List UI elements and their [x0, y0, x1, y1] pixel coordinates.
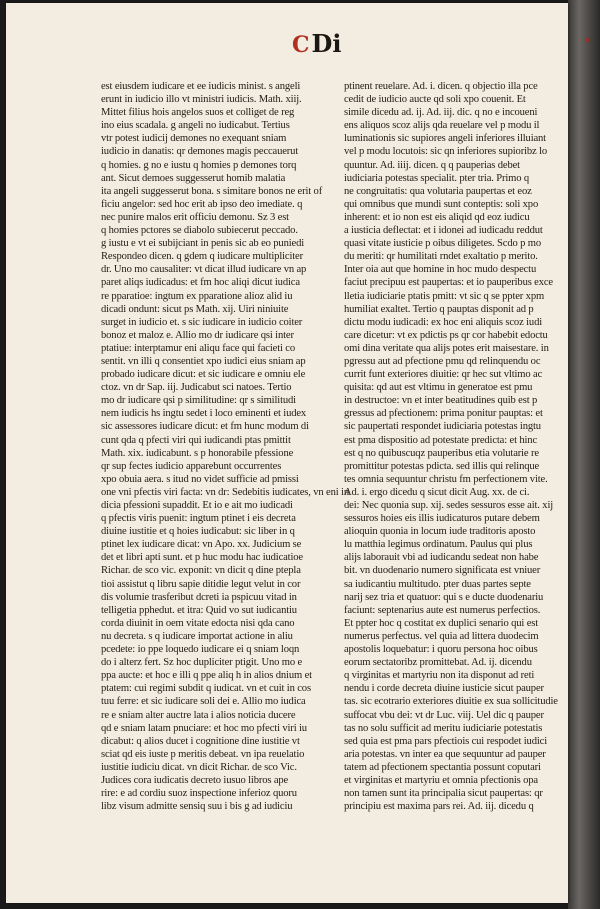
text-line: omi dina veritate qua alijs potes erit maisestare. in: [344, 342, 549, 354]
text-line: sessuros hoies eis illis iudicaturos putare debem: [344, 513, 540, 525]
text-line: suffocat vbu dei: vt dr Luc. viij. Uel dic q pauper: [344, 709, 544, 721]
text-line: ppa aucte: et hoc e illi q ppe aliq h in alios dnium et: [101, 670, 312, 682]
text-line: quisita: qd aut est vltimu in generatoe est pmu: [344, 382, 533, 394]
text-line: alioquin quonia in locum iude traditoris aposto: [344, 526, 536, 538]
text-line: vtr potest iudicij demones no exequant sniam: [101, 133, 287, 145]
text-line: ptatiue: interptamur eni aliqu face qui facieti co: [101, 342, 295, 354]
text-line: et virginitas et martyriu et omnia pfectionis opa: [344, 774, 538, 786]
text-line: iudicio in danatis: qr demones magis peccauerut: [101, 146, 299, 158]
text-line: rire: e ad cordiu suoz inspectione inferioz quoru: [101, 788, 297, 800]
text-line: inherent: et io non est eis aliqid qd eoz iudicu: [344, 211, 530, 223]
text-line: Richar. de sco vic. exponit: vn dicit q dine ptepla: [101, 565, 301, 577]
text-line: humiliat exaltet. Tertio q pauptas disponit ad p: [344, 303, 534, 315]
text-line: bonoz et maloz e. Allio mo dr iudicare qsi inter: [101, 329, 294, 341]
text-line: libz visum admitte sensiq suu i bis g ad iudiciu: [101, 801, 293, 813]
text-line: q homies pctores se diabolo subiecerut peccado.: [101, 225, 298, 237]
text-line: qr sup fectes iudicio apparebunt occurrentes: [101, 460, 282, 472]
text-line: do i alterz fert. Sz hoc dupliciter ptigit. Uno mo e: [101, 657, 303, 669]
text-line: ne congruitatis: qua volutaria paupertas et eoz: [344, 185, 532, 197]
text-line: Mittet filius hois angelos suos et colliget de reg: [101, 107, 295, 119]
text-line: one vni pfectis viri facta: vn dr: Sedebitis iudicates, vn eni in: [101, 486, 349, 498]
text-line: iudiciaria potestas specialit. pter tria. Primo q: [344, 172, 530, 184]
text-line: tioi assistut q libru sapie ditidie legut velut in cor: [101, 578, 301, 590]
text-line: Inter oia aut que homine in hoc mudo despectu: [344, 264, 537, 276]
text-line: iustitie iudiciu dicat. vn dicit Richar. de sco Vic.: [101, 761, 297, 773]
text-line: sentit. vn illi q consentiet xpo iudici eius sniam ap: [101, 355, 306, 367]
text-line: qui omnibus que mundi sunt conteptis: soli xpo: [344, 198, 539, 210]
text-line: luminationis sic supiores angeli inferiores illuiant: [344, 133, 546, 145]
text-line: quuntur. Ad. iiij. dicen. q q pauperias debet: [344, 159, 520, 171]
text-line: ctoz. vn dr Sap. iij. Judicabut sci natoes. Tertio: [101, 382, 292, 394]
text-line: dr. Uno mo causaliter: vt dicat illud iudicare vn ap: [101, 264, 307, 276]
text-line: nu decreta. s q iudicare importat actione in aliu: [101, 630, 293, 642]
text-line: quasi vitate iusticie p oibus diligetes. Scdo p mo: [344, 238, 541, 250]
text-line: ptinet lex iudicare dicat: vn Apo. xx. Judicium se: [101, 539, 302, 551]
text-line: cunt qda q pfecti viri qui iudicandi ptas pmittit: [101, 434, 291, 446]
text-line: ino eius scadala. g angeli no iudicabut. Tertius: [101, 120, 290, 132]
text-line: sa iudicantiu multitudo. pter duas partes septe: [344, 578, 531, 590]
text-line: erunt in iudicio illo vt ministri iudicis. Math. xiij.: [101, 94, 302, 106]
text-line: q pfectis viris puenit: ingtum ptinet i eis decreta: [101, 513, 296, 525]
text-line: currit funt exteriores diuitie: qr hec sut vltimo ac: [344, 369, 543, 381]
header-rubric-mark: C: [292, 32, 310, 58]
text-line: eorum sectatoribz promittebat. Ad. ij. dicendu: [344, 657, 532, 669]
text-line: sic paupertati respondet iudiciaria potestas ingtu: [344, 421, 541, 433]
text-line: tas no solu sufficit ad meritu iudiciarie potestatis: [344, 722, 543, 734]
text-line: du meriti: qr humilitati rndet exaltatio p merito.: [344, 251, 538, 263]
text-line: Et ppter hoc q costitat ex duplici senario qui est: [344, 617, 539, 629]
text-line: est pma dispositio ad potestate predicta: et hinc: [344, 434, 537, 446]
text-line: dicadi ondunt: sicut ps Math. xij. Uiri niniuite: [101, 303, 289, 315]
text-line: apostolis loquebatur: i quoru persona hoc oibus: [344, 644, 538, 656]
text-line: Math. xix. iudicabunt. s p honorabile pfessione: [101, 447, 294, 459]
text-line: pcedete: io ppe loquedo iudicare ei q sniam loqn: [101, 644, 300, 656]
text-line: qd e sniam latam pnuciare: et hoc mo pfecti viri iu: [101, 722, 307, 734]
page-edge-mark: [586, 38, 589, 42]
text-line: nem iudicis hs ingtu sedet i loco eminenti et iudex: [101, 408, 307, 420]
text-line: lu matthia legimus ordinatum. Paulus qui plus: [344, 539, 533, 551]
text-line: bit. vn duodenario numero significata est vniuer: [344, 565, 541, 577]
text-line: a iusticia deflectat: et i idonei ad iudicadu reddut: [344, 225, 543, 237]
text-line: re e sniam alter auctre lata i alios noticia ducere: [101, 709, 296, 721]
text-line: simile dicedu ad. ij. Ad. iij. dic. q no e incoueni: [344, 107, 538, 119]
text-line: in destructoe: vn et inter beatitudines quib est p: [344, 395, 538, 407]
text-line: det et libri apti sunt. et p huc modu hac iudicatioe: [101, 552, 303, 564]
running-title: Di: [311, 29, 342, 58]
text-line: care dicetur: vt ex pdictis ps qr cor habebit edoctu: [344, 329, 548, 341]
text-line: ita angeli suggesserut bona. s simitare bonos ne erit of: [101, 185, 323, 197]
text-line: principiu est maxima pars rei. Ad. iij. dicedu q: [344, 801, 534, 813]
text-line: numerus perfectus. vel quia ad littera duodecim: [344, 630, 539, 642]
text-line: aria potestas. vn inter ea que sequuntur ad pauper: [344, 748, 546, 760]
text-line: alijs laborauit vbi ad iudicandu sedeat non habe: [344, 552, 539, 564]
text-line: q virginitas et martyriu non ita disponut ad reti: [344, 670, 535, 682]
text-line: re pparatioe: ingtum ex pparatione alioz alid iu: [101, 290, 293, 302]
text-line: dictu modu iudicadi: ex hoc eni aliquis scoz iudi: [344, 316, 543, 328]
text-line: ens aliquos scoz alijs qda reuelare vel p modu il: [344, 120, 540, 132]
page-header: [292, 29, 342, 58]
text-line: ficiu angelor: sed hoc erit ab ipso deo imediate. q: [101, 198, 303, 210]
text-line: pgressu aut ad pfectione pmu qd relinquendu oc: [344, 355, 541, 367]
text-line: sed quia est pma pars pfectiois cui respodet iudici: [344, 735, 547, 747]
text-line: Ad. i. ergo dicedu q sicut dicit Aug. xx. de ci.: [344, 486, 530, 498]
text-line: nec punire malos erit officiu demonu. Sz 3 est: [101, 211, 289, 223]
text-line: cedit de iudicio aucte qd soli xpo couenit. Et: [344, 94, 526, 106]
text-line: dicia pfessioni supaddit. Et io e ait mo iudicadi: [101, 500, 293, 511]
text-line: probado iudicare dicut: et sic iudicare e omniu ele: [101, 369, 306, 381]
text-line: tuu ferre: et sic iudicare soli dei e. Allio mo iudica: [101, 696, 306, 708]
text-line: sic assessores iudicare dicut: et fm hunc modum di: [101, 421, 309, 433]
text-line: tas. sic ecotrario exteriores diuitie ex sua sollicitudie: [344, 696, 558, 708]
text-line: promittitur potestas pdicta. sed illis qui relinque: [344, 460, 540, 472]
text-line: mo dr iudicare qsi p similitudine: qr s similitudi: [101, 395, 296, 407]
text-line: corda diuinit in oem vitate edocta nisi qda cano: [101, 617, 295, 629]
text-line: narij sez tria et quatuor: qui s e ducte duodenariu: [344, 591, 544, 603]
text-line: q homies. g no e iustu q homies p demones torq: [101, 159, 297, 171]
text-line: est eiusdem iudicare et ee iudicis minist. s angeli: [101, 81, 301, 92]
text-line: sciat qd eis iuste p meritis debeat. vn ipa reuelatio: [101, 748, 305, 760]
text-line: dicabut: q alios ducet i cognitione dine iustitie vt: [101, 735, 300, 747]
text-line: telligetia pphedut. et itra: Quid vo sut iudicantiu: [101, 604, 297, 616]
text-line: dei: Nec quonia sup. xij. sedes sessuros esse ait. xij: [344, 500, 554, 511]
text-line: faciut precipuu est paupertas: et io pauperibus exce: [344, 277, 553, 289]
text-line: non tamen sunt ita principalia sicut paupertas: qr: [344, 788, 543, 800]
text-line: g iustu e vt ei subijciant in penis sic ab eo puniedi: [101, 238, 305, 250]
text-line: nendu i corde decreta diuine iusticie sicut pauper: [344, 683, 544, 695]
text-line: Judices cora iudicatis decreto iusuo libros ape: [101, 774, 289, 786]
text-line: ptatem: cui regimi subdit q iudicat. vn et cuit in cos: [101, 683, 311, 695]
text-line: diuine iustitie et q hoies iudicabut: sic liber in q: [101, 526, 295, 538]
text-line: ptinent reuelare. Ad. i. dicen. q objectio illa pce: [344, 81, 538, 92]
text-line: Respondeo dicen. q gdem q iudicare multipliciter: [101, 251, 303, 263]
text-line: surget in iudicio et. s sic iudicare in iudicio coiter: [101, 316, 303, 328]
text-line: paret aliqs iudicadus: et fm hoc aliqi dicut iudica: [101, 277, 300, 289]
text-line: dis volumie trasferibut dcreti ia pspicuu vitad in: [101, 591, 297, 603]
book-spine: [568, 0, 600, 909]
left-text-column: [101, 80, 349, 813]
text-line: ant. Sicut demoes suggesserut homib malatia: [101, 172, 286, 184]
text-line: gressus ad pfectionem: prima ponitur pauptas: et: [344, 408, 543, 420]
text-line: xpo obuia aera. s itud no videt sufficie ad pmissi: [101, 473, 299, 485]
text-line: tatem ad pfectionem spectantia possunt coputari: [344, 761, 541, 773]
text-line: lletia iudiciarie ptatis pmitt: vt sic q se ppter xpm: [344, 290, 545, 302]
text-line: tes omnia sequuntur christu fm perfectionem vite.: [344, 473, 548, 485]
text-line: vel p modu locutois: sic qn inferiores supioribz lo: [344, 146, 548, 158]
right-text-column: [344, 80, 558, 813]
text-line: faciunt: septenarius aute est numerus perfectios.: [344, 604, 541, 616]
text-line: est q no quibuscuqz pauperibus etia volutarie re: [344, 447, 539, 459]
